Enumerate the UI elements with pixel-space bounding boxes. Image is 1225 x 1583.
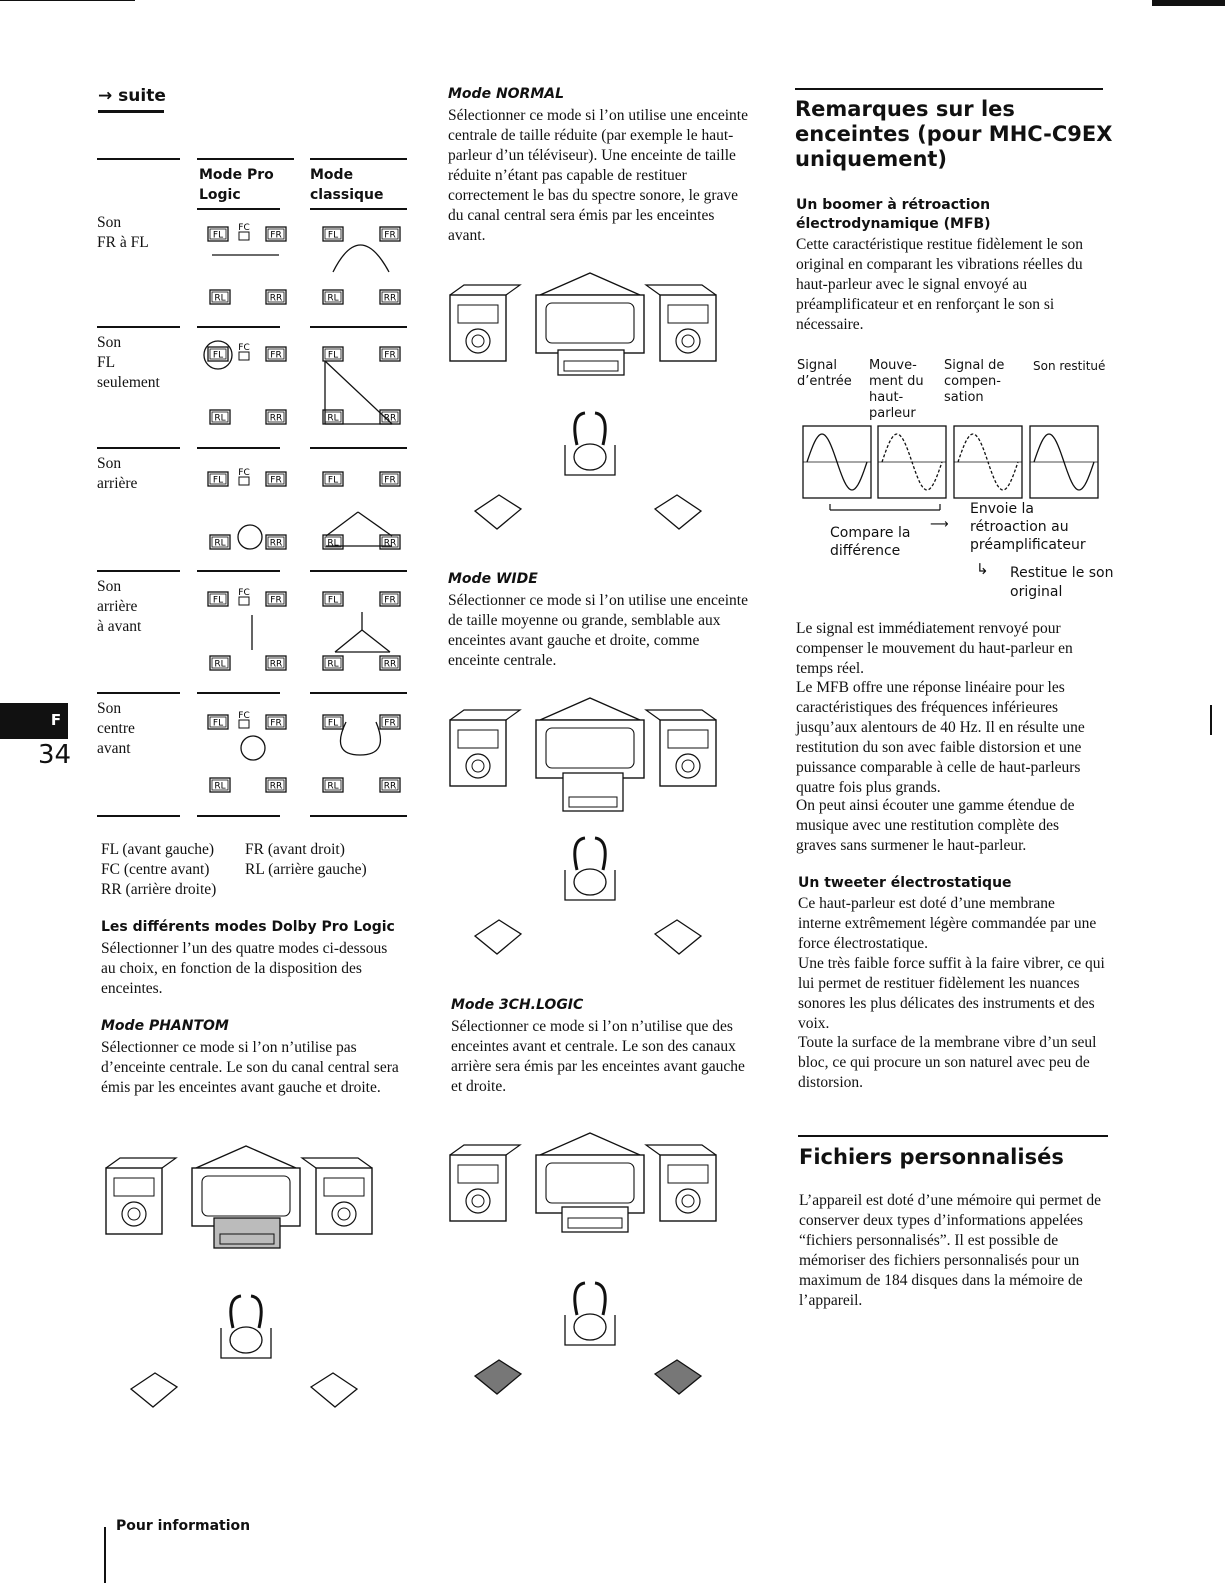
col-header-classique: Mode classique bbox=[310, 167, 384, 203]
legend-fr: FR (avant droit) bbox=[245, 841, 345, 858]
speaker-fl-icon bbox=[323, 347, 343, 361]
listener-icon bbox=[565, 413, 615, 475]
speaker-rl-icon bbox=[210, 290, 230, 304]
row-label-arriere-avant: Son arrière à avant bbox=[97, 578, 142, 635]
row-label-fr-fl: Son FR à FL bbox=[97, 214, 149, 251]
speaker-rr-icon bbox=[380, 290, 400, 304]
front-right-speaker-icon bbox=[646, 1145, 716, 1221]
center-sound-curve bbox=[340, 722, 380, 755]
tweeter-text3: Toute la surface de la membrane vibre d’un seul bloc, ce qui procure un son naturel avec peu de distorsion. bbox=[798, 1034, 1097, 1091]
svg-text:RL: RL bbox=[327, 413, 339, 424]
speaker-rl-icon bbox=[210, 410, 230, 424]
rear-right-speaker-icon bbox=[655, 1360, 701, 1394]
svg-text:RR: RR bbox=[383, 659, 397, 670]
front-left-speaker-icon bbox=[450, 1145, 520, 1221]
speaker-fc-icon bbox=[238, 223, 249, 240]
speaker-rl-icon bbox=[323, 535, 343, 549]
row-label-centre: Son centre avant bbox=[97, 700, 135, 757]
svg-text:FL: FL bbox=[327, 718, 339, 729]
svg-text:RL: RL bbox=[327, 293, 339, 304]
mfb-text4: On peut ainsi écouter une gamme étendue de musique avec une restitution complète des graves sans surmener le haut-parleur. bbox=[796, 797, 1075, 854]
row-label-fl: Son FL seulement bbox=[97, 334, 160, 391]
section-rule bbox=[795, 88, 1103, 90]
front-right-speaker-icon bbox=[302, 1158, 372, 1234]
svg-text:RL: RL bbox=[327, 659, 339, 670]
svg-text:FR: FR bbox=[384, 475, 396, 486]
speaker-fl-icon bbox=[208, 472, 228, 486]
speaker-fr-icon bbox=[266, 715, 286, 729]
rear-right-speaker-icon bbox=[655, 495, 701, 529]
rear-right-speaker-icon bbox=[655, 920, 701, 954]
speaker-rr-icon bbox=[266, 778, 286, 792]
mfb-text3: Le MFB offre une réponse linéaire pour les caractéristiques des fréquences inférieures jusqu’aux alentours de 40 Hz. Il en résulte une restitution du son avec faible distorsion et une puissance comparable à celle de haut-parleurs quatre fois plus grands. bbox=[796, 679, 1085, 796]
svg-text:RL: RL bbox=[327, 781, 339, 792]
section-rule bbox=[798, 1135, 1108, 1137]
svg-text:FL: FL bbox=[212, 718, 224, 729]
rear-left-speaker-icon bbox=[475, 1360, 521, 1394]
svg-text:FR: FR bbox=[270, 718, 282, 729]
speaker-rr-icon bbox=[266, 656, 286, 670]
speaker-fr-icon bbox=[380, 472, 400, 486]
tv-icon bbox=[536, 273, 644, 353]
tv-icon bbox=[536, 698, 644, 778]
phantom-title: Mode PHANTOM bbox=[101, 1018, 229, 1034]
svg-text:RL: RL bbox=[327, 538, 339, 549]
svg-text:FR: FR bbox=[384, 718, 396, 729]
tweeter-text2: Une très faible force suffit à la faire vibrer, ce qui lui permet de restituer fidèlement les nuances sonores les plus délicates des instruments et des voix. bbox=[798, 955, 1105, 1032]
footer-text: Pour information bbox=[116, 1518, 251, 1534]
suite-heading: → suite bbox=[98, 86, 166, 106]
sound-path-line bbox=[362, 630, 390, 652]
legend-rl: RL (arrière gauche) bbox=[245, 861, 367, 878]
room-diagram-normal bbox=[440, 265, 740, 545]
svg-text:FL: FL bbox=[327, 230, 339, 241]
svg-text:FC: FC bbox=[238, 223, 250, 233]
col-header-prologic: Mode Pro Logic bbox=[199, 167, 274, 203]
waveform-box bbox=[954, 426, 1022, 498]
svg-text:RR: RR bbox=[269, 659, 283, 670]
wide-text: Sélectionner ce mode si l’on utilise une enceinte de taille moyenne ou grande, semblable aux enceintes avant gauche et droite, comme enceinte centrale. bbox=[448, 592, 748, 669]
svg-text:RR: RR bbox=[269, 413, 283, 424]
diagram-label-output: Son restitué bbox=[1033, 359, 1106, 373]
svg-text:RL: RL bbox=[214, 293, 226, 304]
svg-text:RR: RR bbox=[269, 538, 283, 549]
room-diagram-3ch bbox=[440, 1125, 740, 1425]
speaker-fl-icon bbox=[323, 715, 343, 729]
tv-icon bbox=[192, 1146, 300, 1226]
speaker-fl-icon bbox=[208, 715, 228, 729]
speaker-fl-icon bbox=[323, 592, 343, 606]
remarques-heading: Remarques sur les enceintes (pour MHC-C9EX uniquement) bbox=[795, 97, 1113, 171]
legend-fc: FC (centre avant) bbox=[101, 861, 210, 878]
svg-text:RL: RL bbox=[214, 659, 226, 670]
speaker-fr-icon bbox=[266, 347, 286, 361]
svg-text:FL: FL bbox=[212, 595, 224, 606]
speaker-rl-icon bbox=[210, 656, 230, 670]
sound-path-line bbox=[358, 512, 392, 536]
svg-text:FC: FC bbox=[238, 711, 250, 721]
mfb-text: Cette caractéristique restitue fidèlement le son original en comparant les vibrations réelles du haut-parleur avec le signal envoyé au préamplificateur et en renforçant le son si nécessaire. bbox=[796, 236, 1084, 333]
diagram-label-compensation: Signal de compen-sation bbox=[944, 358, 1005, 405]
normal-title: Mode NORMAL bbox=[448, 86, 565, 102]
speaker-fl-icon bbox=[208, 227, 228, 241]
speaker-rl-icon bbox=[323, 410, 343, 424]
svg-text:FR: FR bbox=[384, 230, 396, 241]
speaker-fr-icon bbox=[266, 227, 286, 241]
svg-text:FL: FL bbox=[212, 475, 224, 486]
listener-icon bbox=[221, 1296, 271, 1358]
svg-text:FR: FR bbox=[384, 595, 396, 606]
front-left-speaker-icon bbox=[106, 1158, 176, 1234]
svg-text:RR: RR bbox=[383, 293, 397, 304]
rear-left-speaker-icon bbox=[475, 495, 521, 529]
room-diagram-phantom bbox=[96, 1138, 406, 1428]
arrow-bent-icon: ↳ bbox=[976, 560, 989, 578]
speaker-fl-icon bbox=[208, 592, 228, 606]
speaker-fr-icon bbox=[266, 472, 286, 486]
arrow-icon: → bbox=[98, 86, 113, 106]
speaker-fc-icon bbox=[238, 343, 249, 360]
sound-path-line bbox=[335, 630, 362, 652]
front-left-speaker-icon bbox=[450, 710, 520, 786]
arrow-right-icon: ⟶ bbox=[930, 517, 949, 532]
svg-text:FL: FL bbox=[212, 230, 224, 241]
svg-text:FR: FR bbox=[270, 475, 282, 486]
footer-rule bbox=[104, 1527, 106, 1583]
fichiers-heading: Fichiers personnalisés bbox=[799, 1145, 1064, 1169]
speaker-fr-icon bbox=[380, 227, 400, 241]
speaker-rr-icon bbox=[266, 410, 286, 424]
tv-icon bbox=[536, 1133, 644, 1213]
tweeter-text: Ce haut-parleur est doté d’une membrane interne extrêmement légère commandée par une force électrostatique. bbox=[798, 895, 1097, 952]
page-number: 34 bbox=[38, 740, 72, 770]
svg-text:RR: RR bbox=[383, 781, 397, 792]
listener-icon bbox=[565, 1283, 615, 1345]
listener-icon bbox=[565, 838, 615, 900]
3ch-title: Mode 3CH.LOGIC bbox=[451, 997, 584, 1013]
svg-text:FC: FC bbox=[238, 343, 250, 353]
legend-rr: RR (arrière droite) bbox=[101, 881, 217, 898]
speaker-fl-icon bbox=[323, 472, 343, 486]
svg-text:RR: RR bbox=[269, 781, 283, 792]
speaker-fr-icon bbox=[380, 592, 400, 606]
speaker-fr-icon bbox=[380, 715, 400, 729]
center-speaker-icon bbox=[563, 773, 623, 811]
svg-text:RL: RL bbox=[214, 781, 226, 792]
front-right-speaker-icon bbox=[646, 710, 716, 786]
speaker-fc-icon bbox=[238, 711, 249, 728]
svg-text:RR: RR bbox=[383, 538, 397, 549]
svg-text:FL: FL bbox=[327, 475, 339, 486]
svg-text:FR: FR bbox=[270, 595, 282, 606]
svg-text:FR: FR bbox=[384, 350, 396, 361]
speaker-rr-icon bbox=[380, 656, 400, 670]
speaker-rl-icon bbox=[323, 778, 343, 792]
speaker-rr-icon bbox=[380, 535, 400, 549]
room-diagram-wide bbox=[440, 690, 740, 970]
svg-text:FL: FL bbox=[327, 350, 339, 361]
mfb-text2: Le signal est immédiatement renvoyé pour compenser le mouvement du haut-parleur en temps réel. bbox=[796, 620, 1073, 677]
sound-path-line bbox=[326, 512, 358, 536]
diagram-label-movement: Mouve-ment du haut-parleur bbox=[869, 358, 924, 421]
fichiers-text: L’appareil est doté d’une mémoire qui permet de conserver deux types d’informations appelées “fichiers personnalisés”. Il est possible de mémoriser des fichiers personnalisés pour un maximum de 184 disques dans la mémoire de l’appareil. bbox=[799, 1192, 1102, 1309]
speaker-rl-icon bbox=[323, 290, 343, 304]
phantom-text: Sélectionner ce mode si l’on n’utilise pas d’enceinte centrale. Le son du canal central sera émis par les enceintes avant gauche et droite. bbox=[101, 1039, 399, 1096]
sound-path-arc bbox=[333, 245, 389, 272]
tweeter-heading: Un tweeter électrostatique bbox=[798, 875, 1012, 891]
rear-left-speaker-icon bbox=[131, 1373, 177, 1407]
speaker-rr-icon bbox=[266, 290, 286, 304]
front-left-speaker-icon bbox=[450, 285, 520, 361]
svg-text:FR: FR bbox=[270, 350, 282, 361]
diagram-compare: Compare la différence bbox=[830, 525, 911, 559]
speaker-fl-icon bbox=[208, 347, 228, 361]
waveform-box bbox=[803, 426, 871, 498]
speaker-rl-icon bbox=[210, 778, 230, 792]
speaker-rr-icon bbox=[266, 535, 286, 549]
normal-text: Sélectionner ce mode si l’on utilise une enceinte centrale de taille réduite (par exemple le haut-parleur d’un téléviseur). Une enceinte de taille réduite n’étant pas capable de restituer correctement le bas du spectre sonore, le grave du canal central sera émis par les enceintes avant. bbox=[448, 107, 748, 244]
3ch-text: Sélectionner ce mode si l’on n’utilise que des enceintes avant et centrale. Le son des canaux arrière sera émis par les enceintes avant gauche et droite. bbox=[451, 1018, 745, 1095]
diagram-label-input: Signal d’entrée bbox=[797, 358, 852, 389]
speaker-fc-icon bbox=[238, 468, 249, 485]
svg-text:RR: RR bbox=[269, 293, 283, 304]
svg-text:FC: FC bbox=[238, 468, 250, 478]
dolby-heading: Les différents modes Dolby Pro Logic bbox=[101, 919, 395, 935]
legend-fl: FL (avant gauche) bbox=[101, 841, 215, 858]
svg-text:FC: FC bbox=[238, 588, 250, 598]
svg-text:RL: RL bbox=[214, 413, 226, 424]
center-speaker-icon bbox=[558, 350, 624, 375]
rear-sound-circle bbox=[238, 525, 262, 549]
speaker-rl-icon bbox=[210, 535, 230, 549]
speaker-rr-icon bbox=[380, 778, 400, 792]
speaker-fr-icon bbox=[380, 347, 400, 361]
waveform-box bbox=[1030, 426, 1098, 498]
center-sound-circle bbox=[241, 736, 265, 760]
svg-text:FL: FL bbox=[212, 350, 224, 361]
diagram-restitue: Restitue le son original bbox=[1010, 565, 1114, 600]
svg-text:FR: FR bbox=[270, 230, 282, 241]
dolby-text: Sélectionner l’un des quatre modes ci-dessous au choix, en fonction de la disposition des enceintes. bbox=[101, 940, 388, 997]
center-speaker-icon bbox=[214, 1218, 280, 1248]
rear-right-speaker-icon bbox=[311, 1373, 357, 1407]
front-right-speaker-icon bbox=[646, 285, 716, 361]
wide-title: Mode WIDE bbox=[448, 571, 538, 587]
center-speaker-icon bbox=[562, 1207, 628, 1232]
speaker-rl-icon bbox=[323, 656, 343, 670]
tab-letter: F bbox=[50, 711, 62, 729]
rear-left-speaker-icon bbox=[475, 920, 521, 954]
svg-text:FL: FL bbox=[327, 595, 339, 606]
speaker-fc-icon bbox=[238, 588, 249, 605]
diagram-envoie: Envoie la rétroaction au préamplificateur bbox=[970, 501, 1086, 553]
row-label-arriere: Son arrière bbox=[97, 455, 138, 492]
mfb-heading: Un boomer à rétroaction électrodynamique (MFB) bbox=[796, 197, 991, 232]
svg-text:RL: RL bbox=[214, 538, 226, 549]
edge-mark bbox=[1210, 705, 1212, 735]
speaker-fr-icon bbox=[266, 592, 286, 606]
waveform-box bbox=[878, 426, 946, 498]
svg-text:RR: RR bbox=[383, 413, 397, 424]
speaker-fl-icon bbox=[323, 227, 343, 241]
